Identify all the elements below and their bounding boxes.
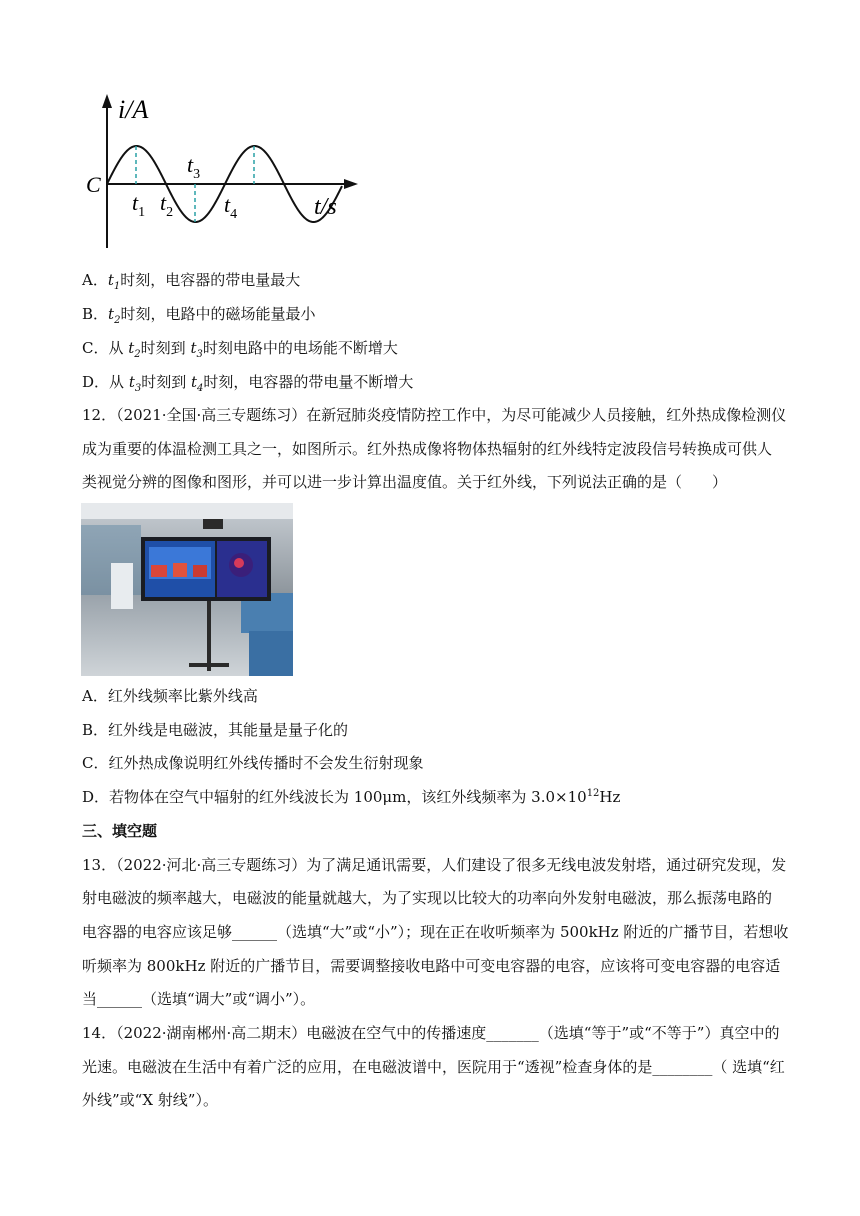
q13-line-2: 射电磁波的频率越大，电磁波的能量就越大，为了实现以比较大的功率向外发射电磁波，那么振荡电路的: [82, 889, 773, 907]
q11-option-c: C．从 $t_2$时刻到 $t_3$时刻电路中的电场能不断增大: [82, 339, 398, 360]
y-axis-label: i/A: [118, 95, 149, 124]
current-time-graph: [80, 88, 380, 253]
q14-line-3: 外线”或“X 射线”）。: [82, 1091, 218, 1109]
section-title: 三、填空题: [82, 822, 158, 840]
q13-line-3: 电容器的电容应该足够______（选填“大”或“小”）；现在正在收听频率为 500kHz 附近的广播节目，若想收: [82, 923, 789, 941]
q13-line-1: 13．（2022·河北·高三专题练习）为了满足通讯需要，人们建设了很多无线电波发射塔，通过研究发现，发: [82, 856, 787, 874]
q14-line-2: 光速。电磁波在生活中有着广泛的应用，在电磁波谱中，医院用于“透视”检查身体的是________（ 选填“红: [82, 1058, 785, 1076]
q12-option-a: A．红外线频率比紫外线高: [82, 687, 258, 705]
x-axis-arrow-icon: [344, 179, 358, 189]
t1-label: $t_1$: [132, 190, 146, 220]
q12-stem-line-3: 类视觉分辨的图像和图形，并可以进一步计算出温度值。关于红外线，下列说法正确的是（ ）: [82, 473, 728, 491]
origin-label: C: [86, 172, 101, 197]
q12-option-d: D．若物体在空气中辐射的红外线波长为 100μm，该红外线频率为 $3.0\times 10^{12}Hz$: [82, 788, 621, 806]
q12-option-c: C．红外热成像说明红外线传播时不会发生衍射现象: [82, 754, 424, 772]
q12-stem-line-1: 12．（2021·全国·高三专题练习）在新冠肺炎疫情防控工作中，为尽可能减少人员接触，红外热成像检测仪: [82, 406, 787, 424]
q12-option-b: B．红外线是电磁波，其能量是量子化的: [82, 721, 349, 739]
q14-line-1: 14．（2022·湖南郴州·高二期末）电磁波在空气中的传播速度_______（选填“等于”或“不等于”）真空中的: [82, 1024, 780, 1042]
q11-option-d: D．从 $t_3$时刻到 $t_4$时刻，电容器的带电量不断增大: [82, 373, 414, 394]
q12-stem-line-2: 成为重要的体温检测工具之一，如图所示。红外热成像将物体热辐射的红外线特定波段信号转换成可供人: [82, 440, 773, 458]
thermal-camera-photo: [81, 503, 293, 676]
t2-label: $t_2$: [160, 190, 174, 220]
q13-line-4: 听频率为 800kHz 附近的广播节目，需要调整接收电路中可变电容器的电容，应该将可变电容器的电容适: [82, 957, 781, 975]
q13-line-5: 当______（选填“调大”或“调小”）。: [82, 990, 316, 1008]
x-axis-label: t/s: [314, 194, 337, 220]
y-axis-arrow-icon: [102, 94, 112, 108]
q11-option-b: B．$t_2$时刻，电路中的磁场能量最小: [82, 305, 316, 326]
q11-option-a: A．$t_1$时刻，电容器的带电量最大: [82, 271, 301, 292]
t3-label: $t_3$: [187, 152, 201, 182]
t4-label: $t_4$: [224, 192, 238, 222]
